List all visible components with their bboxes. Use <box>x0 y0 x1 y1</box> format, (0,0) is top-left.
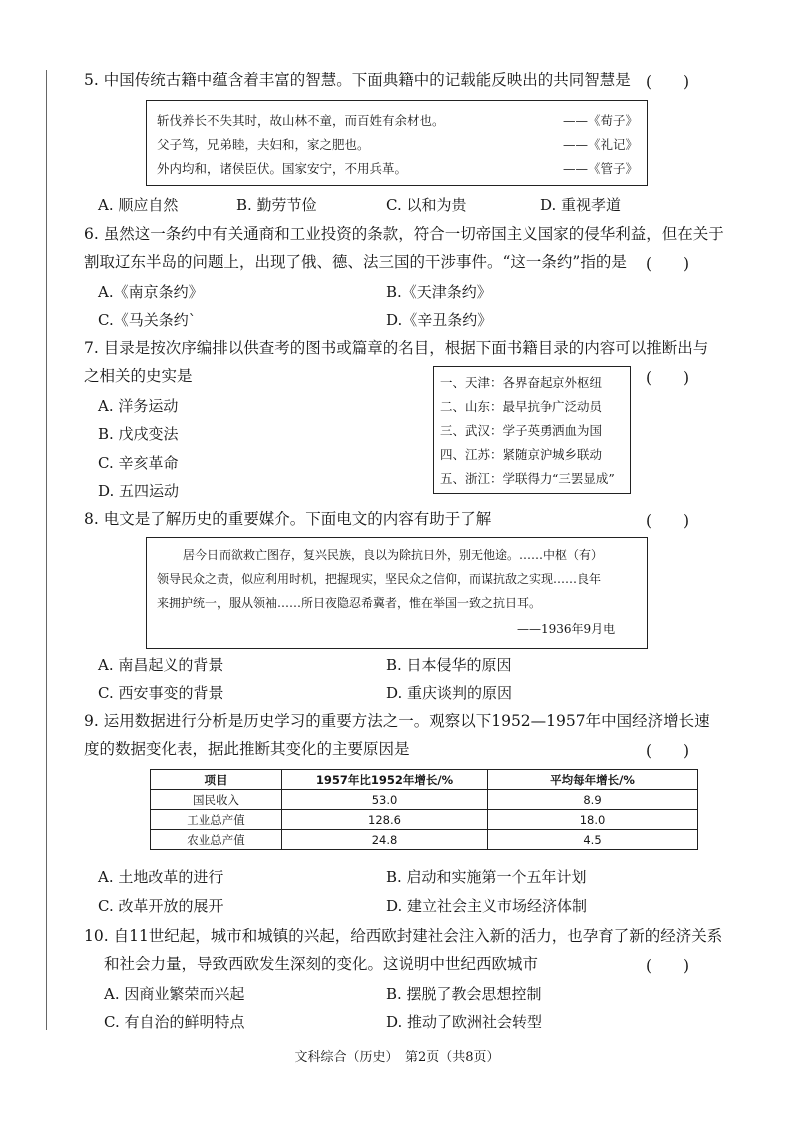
q5-quote-3-source: ——《管子》 <box>563 161 639 176</box>
binding-margin-line <box>46 70 47 1030</box>
table-row <box>151 790 698 810</box>
q6-answer-bracket: ( ) <box>646 255 690 273</box>
q5-quote-1: 斩伐养长不失其时，故山林不童，而百姓有余材也。 <box>157 113 445 128</box>
q8-answer-bracket: ( ) <box>646 512 690 530</box>
q8-telegram-box <box>146 537 648 649</box>
table-header-cell: 平均每年增长/% <box>488 770 698 790</box>
q6-option-b: B.《天津条约》 <box>386 283 492 301</box>
q8-telegram-line-3: 来拥护统一，服从领袖……所日夜隐忍希冀者，惟在举国一致之抗日耳。 <box>157 596 542 610</box>
q6-stem-line-2: 割取辽东半岛的问题上，出现了俄、德、法三国的干涉事件。“这一条约”指的是 <box>84 253 627 271</box>
q5-quote-2: 父子笃，兄弟睦，夫妇和，家之肥也。 <box>157 137 370 152</box>
q7-catalog-item: 三、武汉：学子英勇洒血为国 <box>440 423 603 438</box>
q6-option-a: A.《南京条约》 <box>98 283 204 301</box>
q5-option-d: D. 重视孝道 <box>540 196 622 214</box>
q10-answer-bracket: ( ) <box>646 957 690 975</box>
q10-stem-line-1: 10. 自11世纪起，城市和城镇的兴起，给西欧封建社会注入新的活力，也孕育了新的经济关系 <box>84 927 723 945</box>
q5-quote-3: 外内均和，诸侯臣伏。国家安宁，不用兵革。 <box>157 161 408 176</box>
table-cell: 24.8 <box>282 830 488 850</box>
q10-stem-line-2: 和社会力量，导致西欧发生深刻的变化。这说明中世纪西欧城市 <box>104 955 539 973</box>
q5-option-a: A. 顺应自然 <box>98 196 179 214</box>
q9-option-b: B. 启动和实施第一个五年计划 <box>386 868 587 886</box>
q10-option-a: A. 因商业繁荣而兴起 <box>104 985 245 1003</box>
q9-stem-line-1: 9. 运用数据进行分析是历史学习的重要方法之一。观察以下1952—1957年中国经济增长速 <box>84 712 710 730</box>
q7-catalog-item: 五、浙江：学联得力“三罢显成” <box>440 471 615 486</box>
q8-option-b: B. 日本侵华的原因 <box>386 656 512 674</box>
q10-option-b: B. 摆脱了教会思想控制 <box>386 985 542 1003</box>
table-cell: 农业总产值 <box>151 830 282 850</box>
q9-option-a: A. 土地改革的进行 <box>98 868 224 886</box>
q7-stem-line-1: 7. 目录是按次序编排以供查考的图书或篇章的名目，根据下面书籍目录的内容可以推断出与 <box>84 339 709 357</box>
q8-option-a: A. 南昌起义的背景 <box>98 656 224 674</box>
q7-answer-bracket: ( ) <box>646 369 690 387</box>
q5-answer-bracket: ( ) <box>646 73 690 91</box>
table-header-cell: 1957年比1952年增长/% <box>282 770 488 790</box>
q5-quote-2-source: ——《礼记》 <box>563 137 639 152</box>
q7-option-d: D. 五四运动 <box>98 482 180 500</box>
q8-stem: 8. 电文是了解历史的重要媒介。下面电文的内容有助于了解 <box>84 510 492 528</box>
table-cell: 4.5 <box>488 830 698 850</box>
q8-telegram-line-1: 居今日而欲救亡图存，复兴民族，良以为除抗日外，别无他途。……中枢（有） <box>183 548 604 562</box>
q6-stem-line-1: 6. 虽然这一条约中有关通商和工业投资的条款，符合一切帝国主义国家的侵华利益，但在关于 <box>84 225 724 243</box>
q5-quote-1-source: ——《荀子》 <box>563 113 639 128</box>
q7-catalog-item: 四、江苏：紧随京沪城乡联动 <box>440 447 603 462</box>
q10-option-c: C. 有自治的鲜明特点 <box>104 1013 245 1031</box>
q8-telegram-line-2: 领导民众之责，似应利用时机，把握现实，坚民众之信仰，而谋抗敌之实现……良年 <box>157 572 602 586</box>
q5-stem: 5. 中国传统古籍中蕴含着丰富的智慧。下面典籍中的记载能反映出的共同智慧是 <box>84 71 631 89</box>
q8-option-d: D. 重庆谈判的原因 <box>386 684 513 702</box>
q6-option-c: C.《马关条约` <box>98 311 197 329</box>
q9-option-d: D. 建立社会主义市场经济体制 <box>386 897 588 915</box>
table-header-row <box>151 770 698 790</box>
table-row <box>151 810 698 830</box>
table-cell: 53.0 <box>282 790 488 810</box>
q8-option-c: C. 西安事变的背景 <box>98 684 224 702</box>
table-row <box>151 830 698 850</box>
q7-catalog-item: 二、山东：最早抗争广泛动员 <box>440 399 603 414</box>
page-footer: 文科综合（历史） 第2页（共8页） <box>294 1050 500 1065</box>
q10-option-d: D. 推动了欧洲社会转型 <box>386 1013 543 1031</box>
q9-option-c: C. 改革开放的展开 <box>98 897 224 915</box>
q5-option-b: B. 勤劳节俭 <box>236 196 317 214</box>
q5-quote-box <box>146 100 648 186</box>
q9-data-table <box>150 769 698 850</box>
q7-option-c: C. 辛亥革命 <box>98 454 179 472</box>
q7-option-a: A. 洋务运动 <box>98 397 179 415</box>
table-cell: 128.6 <box>282 810 488 830</box>
q7-catalog-item: 一、天津：各界奋起京外枢纽 <box>440 375 603 390</box>
q7-catalog-box <box>433 366 631 494</box>
table-cell: 8.9 <box>488 790 698 810</box>
q9-answer-bracket: ( ) <box>646 742 690 760</box>
q9-stem-line-2: 度的数据变化表，据此推断其变化的主要原因是 <box>84 740 410 758</box>
q6-option-d: D.《辛丑条约》 <box>386 311 493 329</box>
q7-stem-line-2: 之相关的史实是 <box>84 367 193 385</box>
q7-option-b: B. 戊戌变法 <box>98 425 179 443</box>
q5-option-c: C. 以和为贵 <box>386 196 467 214</box>
table-cell: 工业总产值 <box>151 810 282 830</box>
table-cell: 18.0 <box>488 810 698 830</box>
table-header-cell: 项目 <box>151 770 282 790</box>
q8-telegram-source: ——1936年9月电 <box>517 622 616 636</box>
table-cell: 国民收入 <box>151 790 282 810</box>
